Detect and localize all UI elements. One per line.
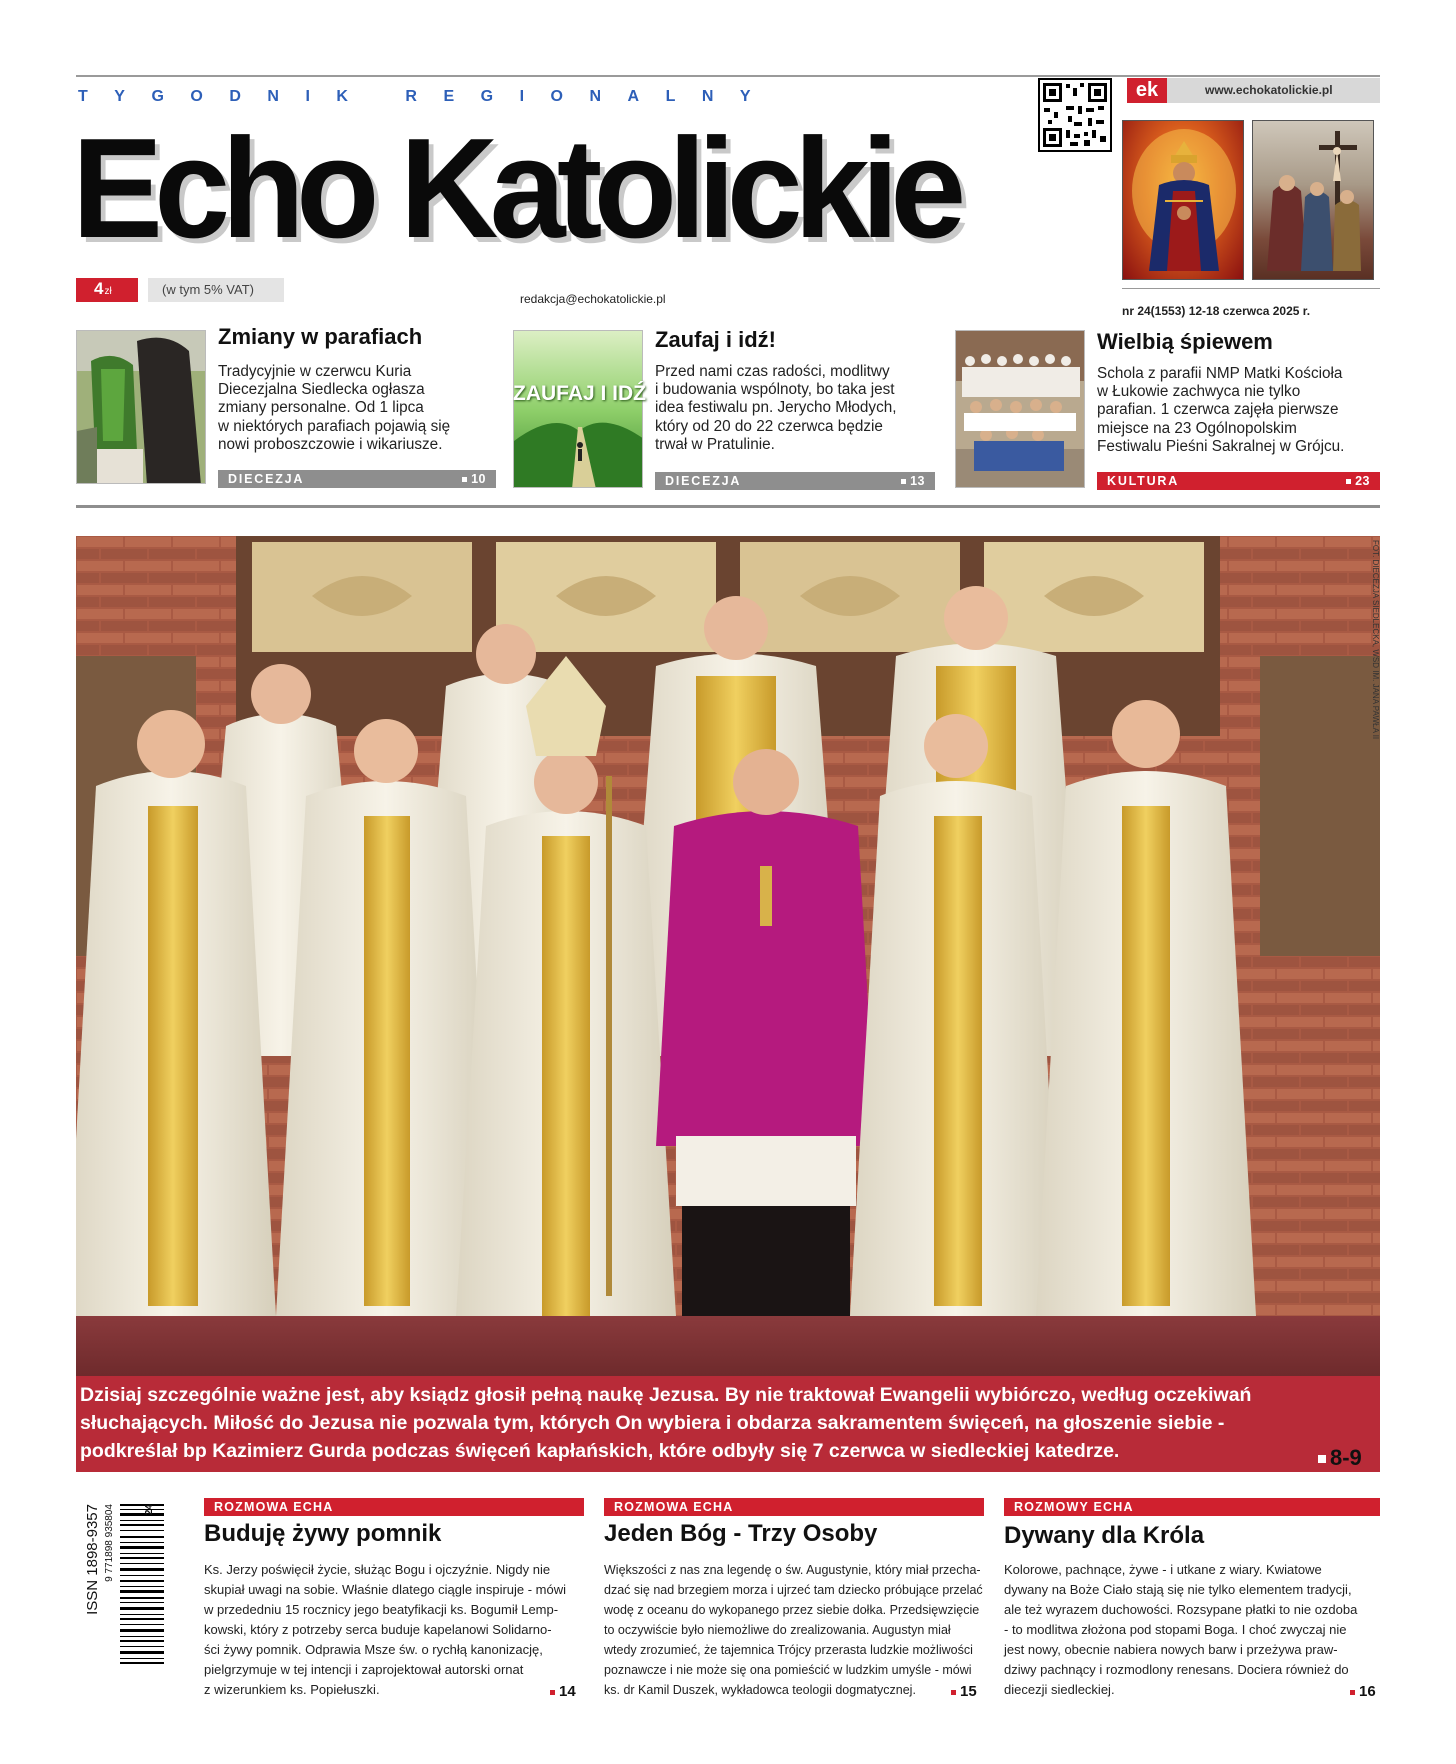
teaser-2-body bbox=[655, 363, 935, 454]
photo-credit: FOT. DIECEZJA SIEDLECKA, WSD IM. JANA PAWŁA II bbox=[1371, 540, 1380, 740]
teaser-1-image[interactable] bbox=[76, 330, 206, 484]
column-3-line: dywany na Boże Ciało stają się nie tylko elementem tradycji, bbox=[1004, 1582, 1352, 1597]
main-caption bbox=[80, 1381, 1310, 1465]
barcode-digits: 9 771898 935804 bbox=[104, 1504, 115, 1582]
column-1-body bbox=[204, 1560, 584, 1700]
teaser-2-page: 13 bbox=[901, 474, 925, 488]
masthead-tagline: TYGODNIK REGIONALNY bbox=[78, 88, 778, 105]
teaser-1-section-bar[interactable] bbox=[218, 470, 496, 488]
column-2-title[interactable]: Jeden Bóg - Trzy Osoby bbox=[604, 1520, 878, 1547]
teaser-1-line: Tradycyjnie w czerwcu Kuria bbox=[218, 363, 412, 380]
teaser-2-line: trwał w Pratulinie. bbox=[655, 435, 775, 453]
teaser-1-page: 10 bbox=[462, 472, 486, 486]
price-currency: zł bbox=[104, 286, 112, 297]
column-1-page[interactable]: 14 bbox=[550, 1683, 576, 1700]
caption-line: słuchających. Miłość do Jezusa nie pozwala tym, których On wybiera i obdarza sakramentem święceń, na głoszenie siebie - bbox=[80, 1412, 1225, 1434]
column-1-line: ści żywy pomnik. Odprawia Msze św. o rychłą kanonizację, bbox=[204, 1642, 543, 1657]
teaser-3-line: parafian. 1 czerwca zajęła pierwsze bbox=[1097, 401, 1339, 419]
column-2-line: to oczywiście było niemożliwe do zrealizowania. Augustyn miał bbox=[604, 1623, 951, 1637]
teaser-1-line: zmiany personalne. Od 1 lipca bbox=[218, 399, 424, 417]
column-3-line: ale też wyrazem duchowości. Rozsypane płatki to nie ozdoba bbox=[1004, 1602, 1358, 1617]
masthead-top-rule bbox=[76, 75, 1380, 77]
masthead-title[interactable]: Echo Katolickie bbox=[72, 109, 958, 268]
teaser-2-section: DIECEZJA bbox=[665, 474, 742, 488]
column-1-line: pielgrzymuje w tej intencji i zaprojektował autorski ornat bbox=[204, 1662, 524, 1677]
caption-line: Dzisiaj szczególnie ważne jest, aby ksiądz głosił pełną naukę Jezusa. By nie traktował Ewangelii wybiórczo, według oczekiwań bbox=[80, 1384, 1252, 1406]
column-1-line: z wizerunkiem ks. Popiełuszki. bbox=[204, 1682, 380, 1697]
column-1-line: kowski, który z potrzeby serca buduje kapelanowi Solidarno- bbox=[204, 1622, 552, 1637]
editorial-email[interactable]: redakcja@echokatolickie.pl bbox=[520, 292, 666, 306]
website-url[interactable]: www.echokatolickie.pl bbox=[1167, 78, 1380, 103]
column-3-line: diecezji siedleckiej. bbox=[1004, 1682, 1115, 1697]
teaser-3-line: Schola z parafii NMP Matki Kościoła bbox=[1097, 365, 1343, 382]
column-3-label: ROZMOWY ECHA bbox=[1004, 1498, 1380, 1516]
price-value: 4 bbox=[94, 279, 104, 298]
column-2-line: Większości z nas zna legendę o św. Augustynie, który miał przecha- bbox=[604, 1563, 981, 1577]
teaser-3-section: KULTURA bbox=[1107, 474, 1180, 488]
teaser-3-image[interactable] bbox=[955, 330, 1085, 488]
column-2-line: dzać się nad brzegiem morza i ujrzeć tam dziecko próbujące przelać bbox=[604, 1583, 983, 1597]
teaser-2-section-bar[interactable] bbox=[655, 472, 935, 490]
column-1-line: Ks. Jerzy poświęcił życie, służąc Bogu i ojczyźnie. Nigdy nie bbox=[204, 1562, 551, 1577]
column-2-line: ks. dr Kamil Duszek, wykładowca teologii dogmatycznej. bbox=[604, 1683, 916, 1697]
teaser-1-line: w niektórych parafiach pojawią się bbox=[218, 417, 451, 435]
teaser-3-page: 23 bbox=[1346, 474, 1370, 488]
teaser-3-title[interactable]: Wielbią śpiewem bbox=[1097, 329, 1273, 354]
teaser-2-poster-text: ZAUFAJ I IDŹ bbox=[513, 382, 647, 405]
teaser-1-section: DIECEZJA bbox=[228, 472, 305, 486]
vat-note: (w tym 5% VAT) bbox=[148, 278, 284, 302]
teaser-3-line: miejsce na 23 Ogólnopolskim bbox=[1097, 419, 1297, 437]
teaser-3-line: w Łukowie zachwyca nie tylko bbox=[1097, 383, 1301, 401]
teaser-1-title[interactable]: Zmiany w parafiach bbox=[218, 324, 423, 349]
caption-line: podkreślał bp Kazimierz Gurda podczas święceń kapłańskich, które odbyły się 7 czerwca w siedleckiej katedrze. bbox=[80, 1440, 1120, 1462]
crucifixion-thumbnail bbox=[1252, 120, 1374, 280]
ek-logo[interactable]: ek bbox=[1127, 78, 1167, 103]
column-3-page[interactable]: 16 bbox=[1350, 1683, 1376, 1700]
column-2-label: ROZMOWA ECHA bbox=[604, 1498, 984, 1516]
column-3-line: - to modlitwa złożona pod stopami Boga. I choć zwyczaj nie bbox=[1004, 1622, 1347, 1637]
teaser-2-line: idea festiwalu pn. Jerycho Młodych, bbox=[655, 399, 897, 417]
teaser-3-body bbox=[1097, 365, 1387, 456]
column-2-line: wodę z oceanu do wykopanego przez siebie dołka. Przedsięwzięcie bbox=[604, 1603, 980, 1617]
price-box bbox=[76, 278, 138, 302]
column-2-body bbox=[604, 1560, 984, 1700]
teaser-2-title[interactable]: Zaufaj i idź! bbox=[655, 327, 776, 352]
column-2-line: wtedy zrozumieć, że tajemnica Trójcy przerasta ludzkie możliwości bbox=[604, 1643, 973, 1657]
qr-code[interactable] bbox=[1038, 78, 1112, 152]
column-3-line: dziwy pachnący i rozmodlony renesans. Dociera również do bbox=[1004, 1662, 1349, 1677]
main-photo-ordination[interactable] bbox=[76, 536, 1380, 1376]
teaser-3-line: Festiwalu Pieśni Sakralnej w Grójcu. bbox=[1097, 437, 1345, 455]
barcode-supplement: 24 bbox=[144, 1504, 155, 1516]
teaser-2-line: który od 20 do 22 czerwca będzie bbox=[655, 417, 883, 435]
issue-number: nr 24(1553) 12-18 czerwca 2025 r. bbox=[1122, 304, 1311, 318]
column-1-label: ROZMOWA ECHA bbox=[204, 1498, 584, 1516]
column-3-line: jest nowy, obecnie nabiera nowych barw i przeżywa praw- bbox=[1004, 1642, 1338, 1657]
column-3-body bbox=[1004, 1560, 1380, 1700]
column-3-line: Kolorowe, pachnące, żywe - i utkane z wiary. Kwiatowe bbox=[1004, 1562, 1322, 1577]
madonna-icon-thumbnail bbox=[1122, 120, 1244, 280]
column-1-line: w przededniu 15 rocznicy jego beatyfikacji ks. Bogumił Lemp- bbox=[204, 1602, 559, 1617]
teaser-2-image[interactable] bbox=[513, 330, 647, 488]
issue-rule bbox=[1122, 288, 1380, 289]
column-3-title[interactable]: Dywany dla Króla bbox=[1004, 1522, 1205, 1549]
teaser-2-line: i budowania wspólnoty, bo taka jest bbox=[655, 381, 895, 399]
teaser-1-line: nowi proboszczowie i wikariusze. bbox=[218, 435, 443, 453]
issn-number: ISSN 1898-9357 bbox=[84, 1504, 101, 1615]
column-1-line: skupiał uwagi na sobie. Właśnie dlatego ciągle inspiruje - mówi bbox=[204, 1582, 567, 1597]
section-divider bbox=[76, 505, 1380, 508]
teaser-2-line: Przed nami czas radości, modlitwy bbox=[655, 363, 890, 380]
column-2-line: poznawcze i nie może się ona pomieścić w ludzkim umyśle - mówi bbox=[604, 1663, 972, 1677]
column-2-page[interactable]: 15 bbox=[951, 1683, 977, 1700]
teaser-1-body bbox=[218, 363, 488, 454]
column-1-title[interactable]: Buduję żywy pomnik bbox=[204, 1520, 442, 1547]
teaser-1-line: Diecezjalna Siedlecka ogłasza bbox=[218, 381, 425, 399]
main-story-page[interactable]: 8-9 bbox=[1318, 1445, 1362, 1471]
teaser-3-section-bar[interactable] bbox=[1097, 472, 1380, 490]
